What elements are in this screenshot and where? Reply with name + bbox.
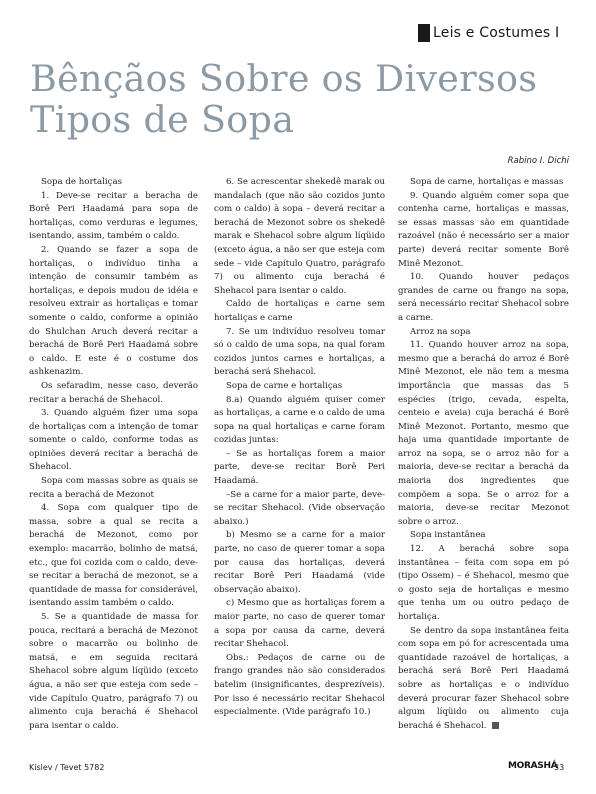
- footer-logo: MORASHÁ: [508, 761, 558, 771]
- text-column-2: [214, 176, 385, 720]
- subheading: Sopa instantânea: [410, 530, 486, 541]
- footer-issue: Kislev / Tevet 5782: [29, 763, 105, 772]
- paragraph: 1. Deve-se recitar a beracha de Borê Peri Haadamá para sopa de hortaliças, como verduras e legumes, isentando, assim, também o caldo.: [29, 190, 198, 242]
- paragraph: 12. A berachá sobre sopa instantânea – feita com sopa em pó (tipo Ossem) – é Shehacol, mesmo que o gosto seja de hortaliças e mesmo que tenha um ou outro pedaço de hortaliça.: [398, 544, 569, 622]
- end-of-article-square: [492, 722, 499, 729]
- subheading: Sopa de hortaliças: [41, 177, 122, 187]
- paragraph: Obs.: Pedaços de carne ou de frango grandes não são considerados batelim (insignificantes, desprezíveis). Por isso é necessário recitar Shehacol especialmente. (Vide parágrafo 10.): [214, 652, 385, 718]
- paragraph: 3. Quando alguém fizer uma sopa de hortaliças com a intenção de tomar somente o caldo, conforme todas as opiniões deverá recitar a berachá de Shehacol.: [29, 408, 198, 473]
- page-number: 33: [554, 763, 565, 772]
- paragraph: 4. Sopa com qualquer tipo de massa, sobre a qual se recita a berachá de Mezonot, como por exemplo: macarrão, bolinho de matsá, etc., que foi cozida com o caldo, deve-se recitar a berachá de mezonot, se a quantidade de massa for considerável, isentando assim também o caldo.: [29, 503, 198, 609]
- section-tag: [418, 22, 559, 44]
- paragraph: Os sefaradim, nesse caso, deverão recitar a berachá de Shehacol.: [29, 380, 198, 405]
- paragraph: b) Mesmo se a carne for a maior parte, no caso de querer tomar a sopa por causa das hortaliças, deverá recitar Borê Peri Haadamá (vide observação abaixo).: [214, 530, 385, 595]
- paragraph: 5. Se a quantidade de massa for pouca, recitará a berachá de Mezonot sobre o macarrão ou bolinho de matsá, e em seguida recitará Shehacol sobre algum líqüido (exceto água, a não ser que esteja com sede – vide Capítulo Quatro, parágrafo 7) ou alimento cuja berachá é Shehacol para isentar o caldo.: [29, 612, 198, 731]
- subheading: Arroz na sopa: [410, 326, 471, 337]
- paragraph: Se dentro da sopa instantânea feita com sopa em pó for acrescentada uma quantidade razoável de hortaliças, a berachá será Borê Peri Haadamá sobre as hortaliças e o indivíduo deverá procurar fazer Shehacol sobre algum líqüido ou alimento cuja berachá é Shehacol.: [398, 625, 569, 731]
- paragraph: 2. Quando se fazer a sopa de hortaliças, o indivíduo tinha a intenção de consumir também as hortaliças, e depois mudou de idéia e resolveu extrair as hortaliças e tomar somente o caldo, conforme a opinião do Shulchan Aruch deverá recitar a berachá de Borê Peri Haadamá sobre o caldo. E este é o costume dos ashkenazim.: [29, 244, 198, 378]
- text-column-3: [398, 176, 569, 733]
- paragraph: 11. Quando houver arroz na sopa, mesmo que a berachá do arroz é Borê Minê Mezonot, ele não tem a mesma importância que massas das 5 espécies (trigo, cevada, espelta, centeio e aveia) cuja berachá é Borê Minê Mezonot. Portanto, mesmo que haja uma quantidade importante de arroz na sopa, se o arroz não for a maioria, deve-se recitar a berachá da maioria dos ingredientes que compõem a sopa. Se o arroz for a maioria, deve-se recitar Mezonot sobre o arroz.: [398, 340, 569, 527]
- paragraph: 10. Quando houver pedaços grandes de carne ou frango na sopa, será necessário recitar Shehacol sobre a carne.: [398, 272, 569, 323]
- article-author: Rabino I. Dichi: [507, 156, 569, 166]
- section-label: Leis e Costumes I: [433, 25, 560, 41]
- subheading: Caldo de hortaliças e carne sem hortaliças e carne: [214, 299, 385, 323]
- paragraph: 9. Quando alguém comer sopa que contenha carne, hortaliças e massas, se essas massas são em quantidade razoável (não é necessário ser a maior parte) deverá recitar somente Borê Minê Mezonot.: [398, 190, 569, 269]
- paragraph: 6. Se acrescentar shekedê marak ou mandalach (que não são cozidos junto com o caldo) à sopa – deverá recitar a berachá de Mezonot sobre os shekedê marak e Shehacol sobre algum líqüido (exceto água, a não ser que esteja com sede – vide Capítulo Quatro, parágrafo 7) ou alimento cuja berachá é Shehacol para isentar o caldo.: [214, 177, 385, 296]
- paragraph: 8.a) Quando alguém quiser comer as hortaliças, a carne e o caldo de uma sopa na qual hortaliças e carne foram cozidas juntas:: [214, 394, 385, 446]
- article-title: Bênçãos Sobre os Diversos Tipos de Sopa: [30, 57, 538, 141]
- section-marker: [418, 24, 430, 42]
- paragraph: 7. Se um indivíduo resolveu tomar só o caldo de uma sopa, na qual foram cozidos juntos carnes e hortaliças, a berachá será Shehacol.: [214, 326, 385, 378]
- paragraph: c) Mesmo que as hortaliças forem a maior parte, no caso de querer tomar a sopa por causa da carne, deverá recitar Shehacol.: [214, 598, 385, 650]
- paragraph: –Se a carne for a maior parte, deve-se recitar Shehacol. (Vide observação abaixo.): [214, 489, 385, 527]
- subheading: Sopa com massas sobre as quais se recita a berachá de Mezonot: [29, 476, 198, 500]
- text-column-1: [29, 176, 198, 733]
- subheading: Sopa de carne, hortaliças e massas: [410, 177, 564, 187]
- paragraph: – Se as hortaliças forem a maior parte, deve-se recitar Borê Peri Haadamá.: [214, 448, 385, 487]
- subheading: Sopa de carne e hortaliças: [226, 380, 343, 391]
